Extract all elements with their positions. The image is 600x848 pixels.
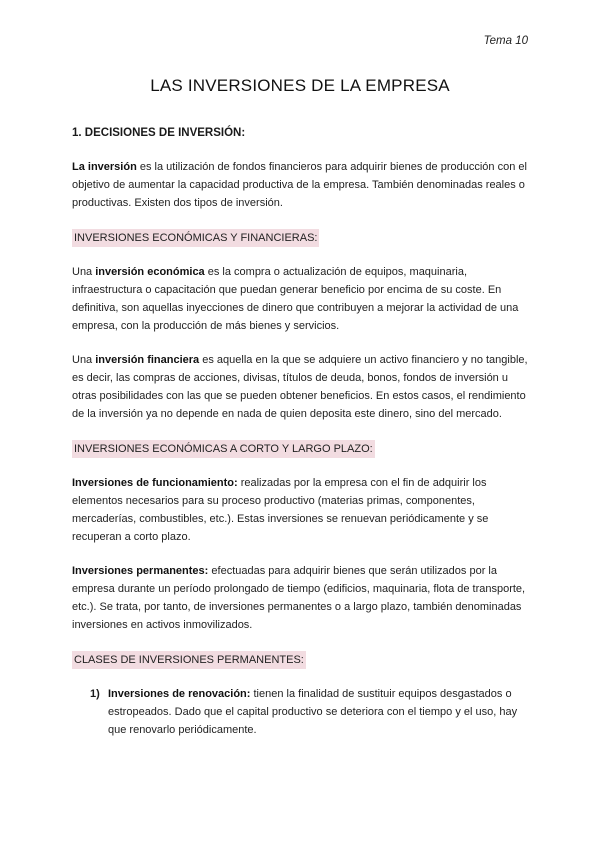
highlighted-subheading: INVERSIONES ECONÓMICAS A CORTO Y LARGO PLAZO: <box>72 440 375 458</box>
list-number: 1) <box>90 688 100 700</box>
term-inversion-financiera: inversión financiera <box>95 354 200 366</box>
term-inversion-economica: inversión económica <box>95 266 205 278</box>
topic-label: Tema 10 <box>483 35 528 47</box>
paragraph-text: tienen la finalidad de sustituir equipos desgastados o estropeados. Dado que el capital productivo se deteriora con el tiempo y el uso, hay que renovarlo periódicamente. <box>108 688 518 736</box>
paragraph-text: es la compra o actualización de equipos, maquinaria, infraestructura o capacitación que puedan generar beneficio por encima de su coste. En definitiva, son aquellas inyecciones de dinero que contribuyen a mejorar la actividad de una empresa, con la producción de más bienes y servicios. <box>72 266 519 332</box>
highlighted-subheading: INVERSIONES ECONÓMICAS Y FINANCIERAS: <box>72 229 319 247</box>
paragraph-inversion-financiera <box>72 351 532 423</box>
page-title: LAS INVERSIONES DE LA EMPRESA <box>150 76 450 95</box>
paragraph-inversion <box>72 158 532 212</box>
list-item <box>72 685 532 739</box>
paragraph-text: es aquella en la que se adquiere un activo financiero y no tangible, es decir, las compras de acciones, divisas, títulos de deuda, bonos, fondos de inversión u otras posibilidades con las que se pueden obtener beneficios. En estos casos, el rendimiento de la inversión ya no depende en nada de quien deposita este dinero, sino del mercado. <box>72 354 528 420</box>
term-funcionamiento: Inversiones de funcionamiento: <box>72 477 238 489</box>
paragraph-text: efectuadas para adquirir bienes que serán utilizados por la empresa durante un período prolongado de tiempo (edificios, maquinaria, flota de transporte, etc.). Se trata, por tanto, de inversiones permanentes o a largo plazo, también denominadas inversiones en activos inmovilizados. <box>72 565 526 631</box>
term-inversion: La inversión <box>72 161 137 173</box>
highlighted-subheading: CLASES DE INVERSIONES PERMANENTES: <box>72 651 306 669</box>
term-permanentes: Inversiones permanentes: <box>72 565 209 577</box>
paragraph-text: es la utilización de fondos financieros para adquirir bienes de producción con el objetivo de aumentar la capacidad productiva de la empresa. También denominadas reales o productivas. Existen dos tipos de inversión. <box>72 161 527 209</box>
paragraph-text: Una <box>72 266 96 278</box>
paragraph-funcionamiento <box>72 474 532 546</box>
document-body <box>72 124 532 739</box>
paragraph-permanentes <box>72 562 532 634</box>
paragraph-text: Una <box>72 354 96 366</box>
section-heading: 1. DECISIONES DE INVERSIÓN: <box>72 127 246 139</box>
term-renovacion: Inversiones de renovación: <box>108 688 251 700</box>
paragraph-text: realizadas por la empresa con el fin de adquirir los elementos necesarios para su proceso productivo (materias primas, componentes, mercaderías, combustibles, etc.). Estas inversiones se renuevan periódicamente y se recuperan a corto plazo. <box>72 477 489 543</box>
paragraph-inversion-economica <box>72 263 532 335</box>
